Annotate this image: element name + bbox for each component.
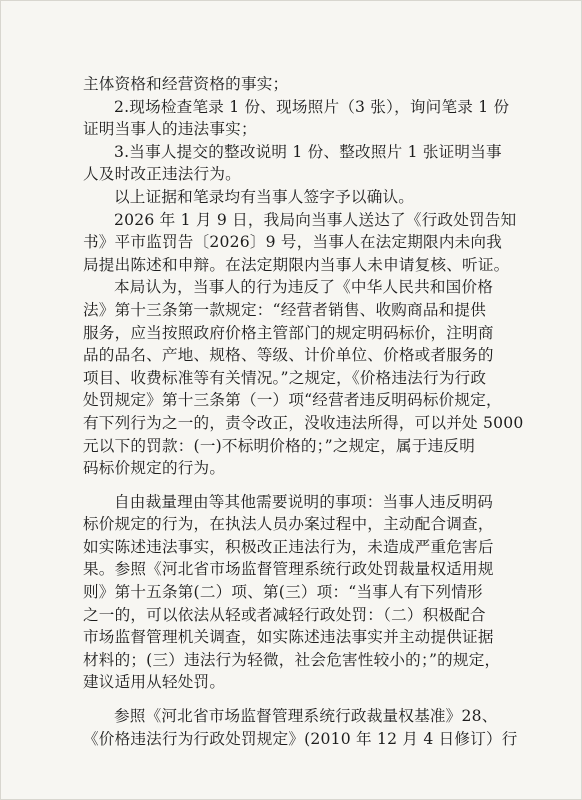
text-line: 元以下的罚款：(一)不标明价格的；”之规定，属于违反明 — [83, 436, 475, 455]
text-line: 有下列行为之一的，责令改正，没收违法所得，可以并处 5000 — [83, 413, 524, 432]
text-line: 果。参照《河北省市场监督管理系统行政处罚裁量权适用规 — [83, 560, 494, 579]
text-line: 如实陈述违法事实，积极改正违法行为，未造成严重危害后 — [83, 537, 494, 556]
document-body — [83, 73, 524, 750]
text-line: 市场监督管理机关调查，如实陈述违法事实并主动提供证据 — [83, 628, 494, 647]
text-line: 2.现场检查笔录 1 份、现场照片（3 张），询问笔录 1 份 — [114, 97, 510, 116]
text-line: 标价规定的行为，在执法人员办案过程中，主动配合调查， — [83, 515, 494, 534]
text-line: 参照《河北省市场监督管理系统行政裁量权基准》28、 — [114, 707, 498, 726]
text-line: 码标价规定的行为。 — [83, 459, 226, 478]
text-line: 本局认为，当事人的行为违反了《中华人民共和国价格 — [114, 278, 494, 297]
text-line: 书》平市监罚告〔2026〕9 号，当事人在法定期限内未向我 — [83, 233, 503, 252]
text-line: 项目、收费标准等有关情况。”之规定，《价格违法行为行政 — [83, 368, 487, 387]
text-line: 法》第十三条第一款规定：“经营者销售、收购商品和提供 — [83, 300, 487, 319]
text-line: 建议适用从轻处罚。 — [83, 673, 226, 692]
text-line: 服务，应当按照政府价格主管部门的规定明码标价，注明商 — [83, 323, 494, 342]
paragraph-spacer — [83, 480, 507, 491]
text-line: 处罚规定》第十三条第（一）项“经营者违反明码标价规定， — [83, 391, 502, 410]
paragraph-spacer — [83, 694, 507, 705]
text-line: 以上证据和笔录均有当事人签字予以确认。 — [114, 187, 415, 206]
text-line: 品的品名、产地、规格、等级、计价单位、价格或者服务的 — [83, 346, 494, 365]
text-line: 局提出陈述和申辩。在法定期限内当事人未申请复核、听证。 — [83, 255, 510, 274]
text-line: 材料的；(三）违法行为轻微，社会危害性较小的；”的规定， — [83, 650, 501, 669]
text-line: 3.当事人提交的整改说明 1 份、整改照片 1 张证明当事 — [114, 142, 502, 161]
text-line: 主体资格和经营资格的事实； — [83, 75, 289, 93]
text-line: 《价格违法行为行政处罚规定》(2010 年 12 月 4 日修订）行 — [83, 729, 518, 748]
text-line: 证明当事人的违法事实； — [83, 120, 257, 139]
text-line: 2026 年 1 月 9 日，我局向当事人送达了《行政处罚告知 — [114, 210, 517, 229]
text-line: 之一的，可以依法从轻或者减轻行政处罚：（二）积极配合 — [83, 605, 486, 624]
text-line: 自由裁量理由等其他需要说明的事项：当事人违反明码 — [114, 492, 494, 511]
text-line: 人及时改正违法行为。 — [83, 165, 241, 184]
text-line: 则》第十五条第(二）项、第(三）项：“当事人有下列情形 — [83, 583, 483, 602]
